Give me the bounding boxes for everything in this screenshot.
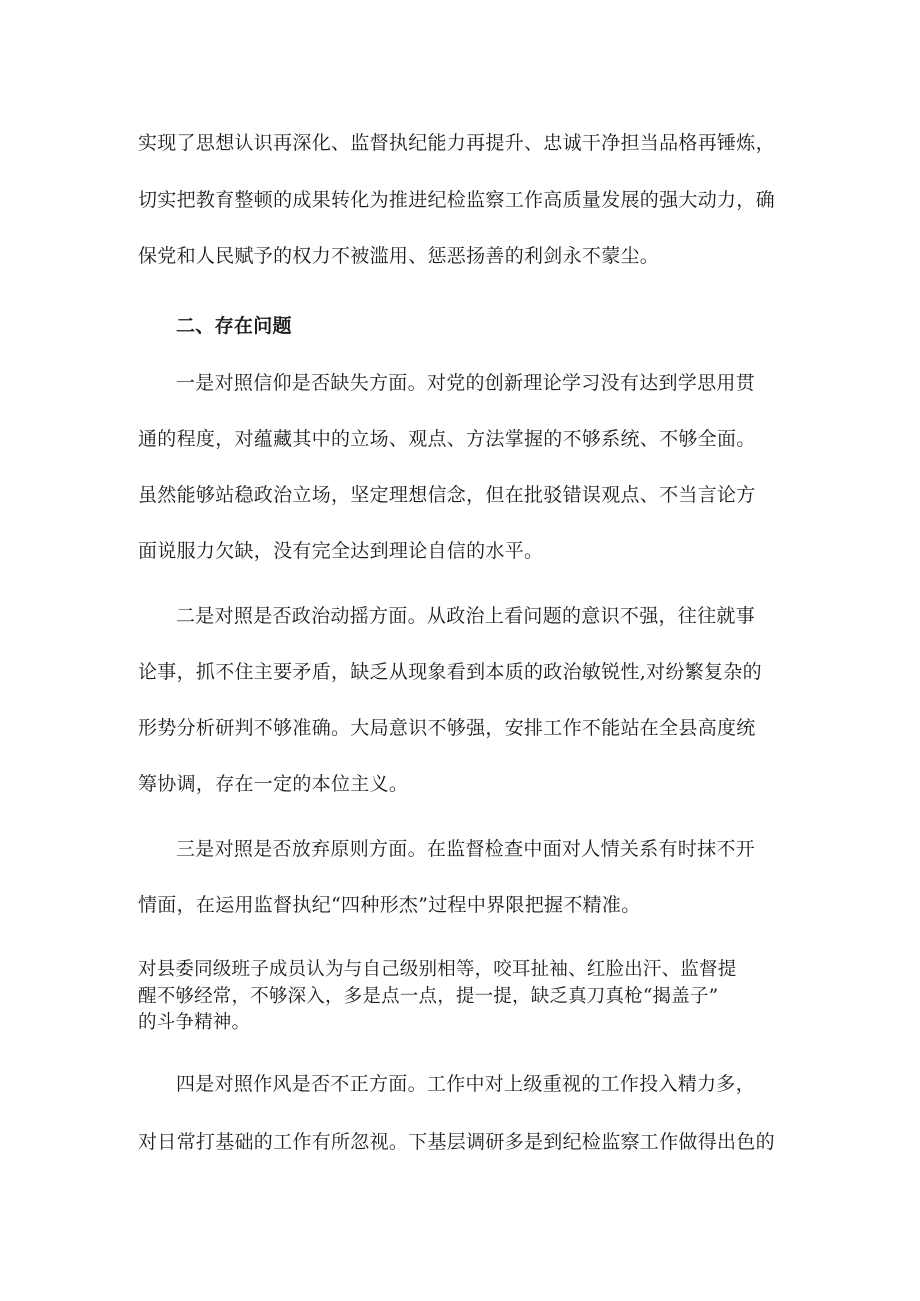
paragraph-1-line-1: 一是对照信仰是否缺失方面。对党的创新理论学习没有达到学思用贯 xyxy=(176,372,756,394)
paragraph-2-line-1: 二是对照是否政治动摇方面。从政治上看问题的意识不强，往往就事 xyxy=(176,605,756,627)
paragraph-3-line-2: 情面，在运用监督执纪“四种形杰”过程中界限把握不精准。 xyxy=(138,894,641,916)
paragraph-1-line-4: 面说服力欠缺，没有完全达到理论自信的水平。 xyxy=(138,540,544,562)
paragraph-2-line-3: 形势分析研判不够准确。大局意识不够强，安排工作不能站在全县高度统 xyxy=(138,717,756,739)
paragraph-2-line-2: 论事，抓不住主要矛盾，缺乏从现象看到本质的政治敏锐性,对纷繁复杂的 xyxy=(138,661,762,683)
paragraph-1-line-3: 虽然能够站稳政治立场，坚定理想信念，但在批驳错误观点、不当言论方 xyxy=(138,484,756,506)
paragraph-5-line-1: 四是对照作风是否不正方面。工作中对上级重视的工作投入精力多， xyxy=(176,1073,756,1095)
paragraph-5-line-2: 对日常打基础的工作有所忽视。下基层调研多是到纪检监察工作做得出色的 xyxy=(138,1131,775,1153)
paragraph-2-line-4: 筹协调，存在一定的本位主义。 xyxy=(138,773,409,795)
paragraph-4-line-3: 的斗争精神。 xyxy=(138,1012,251,1033)
intro-line-3: 保党和人民赋予的权力不被滥用、惩恶扬善的利剑永不蒙尘。 xyxy=(138,245,660,267)
section-heading: 二、存在问题 xyxy=(176,315,292,337)
intro-line-2: 切实把教育整顿的成果转化为推进纪检监察工作高质量发展的强大动力，确 xyxy=(138,189,775,211)
paragraph-4-line-2: 醒不够经常，不够深入，多是点一点，提一提，缺乏真刀真枪“揭盖子” xyxy=(138,986,719,1007)
paragraph-4-line-1: 对县委同级班子成员认为与自己级别相等，咬耳扯袖、红脸出汗、监督提 xyxy=(138,959,737,980)
paragraph-3-line-1: 三是对照是否放弃原则方面。在监督检查中面对人情关系有时抹不开 xyxy=(176,838,756,860)
intro-line-1: 实现了思想认识再深化、监督执纪能力再提升、忠诚干净担当品格再锤炼， xyxy=(138,132,775,154)
paragraph-1-line-2: 通的程度，对蕴藏其中的立场、观点、方法掌握的不够系统、不够全面。 xyxy=(138,428,756,450)
